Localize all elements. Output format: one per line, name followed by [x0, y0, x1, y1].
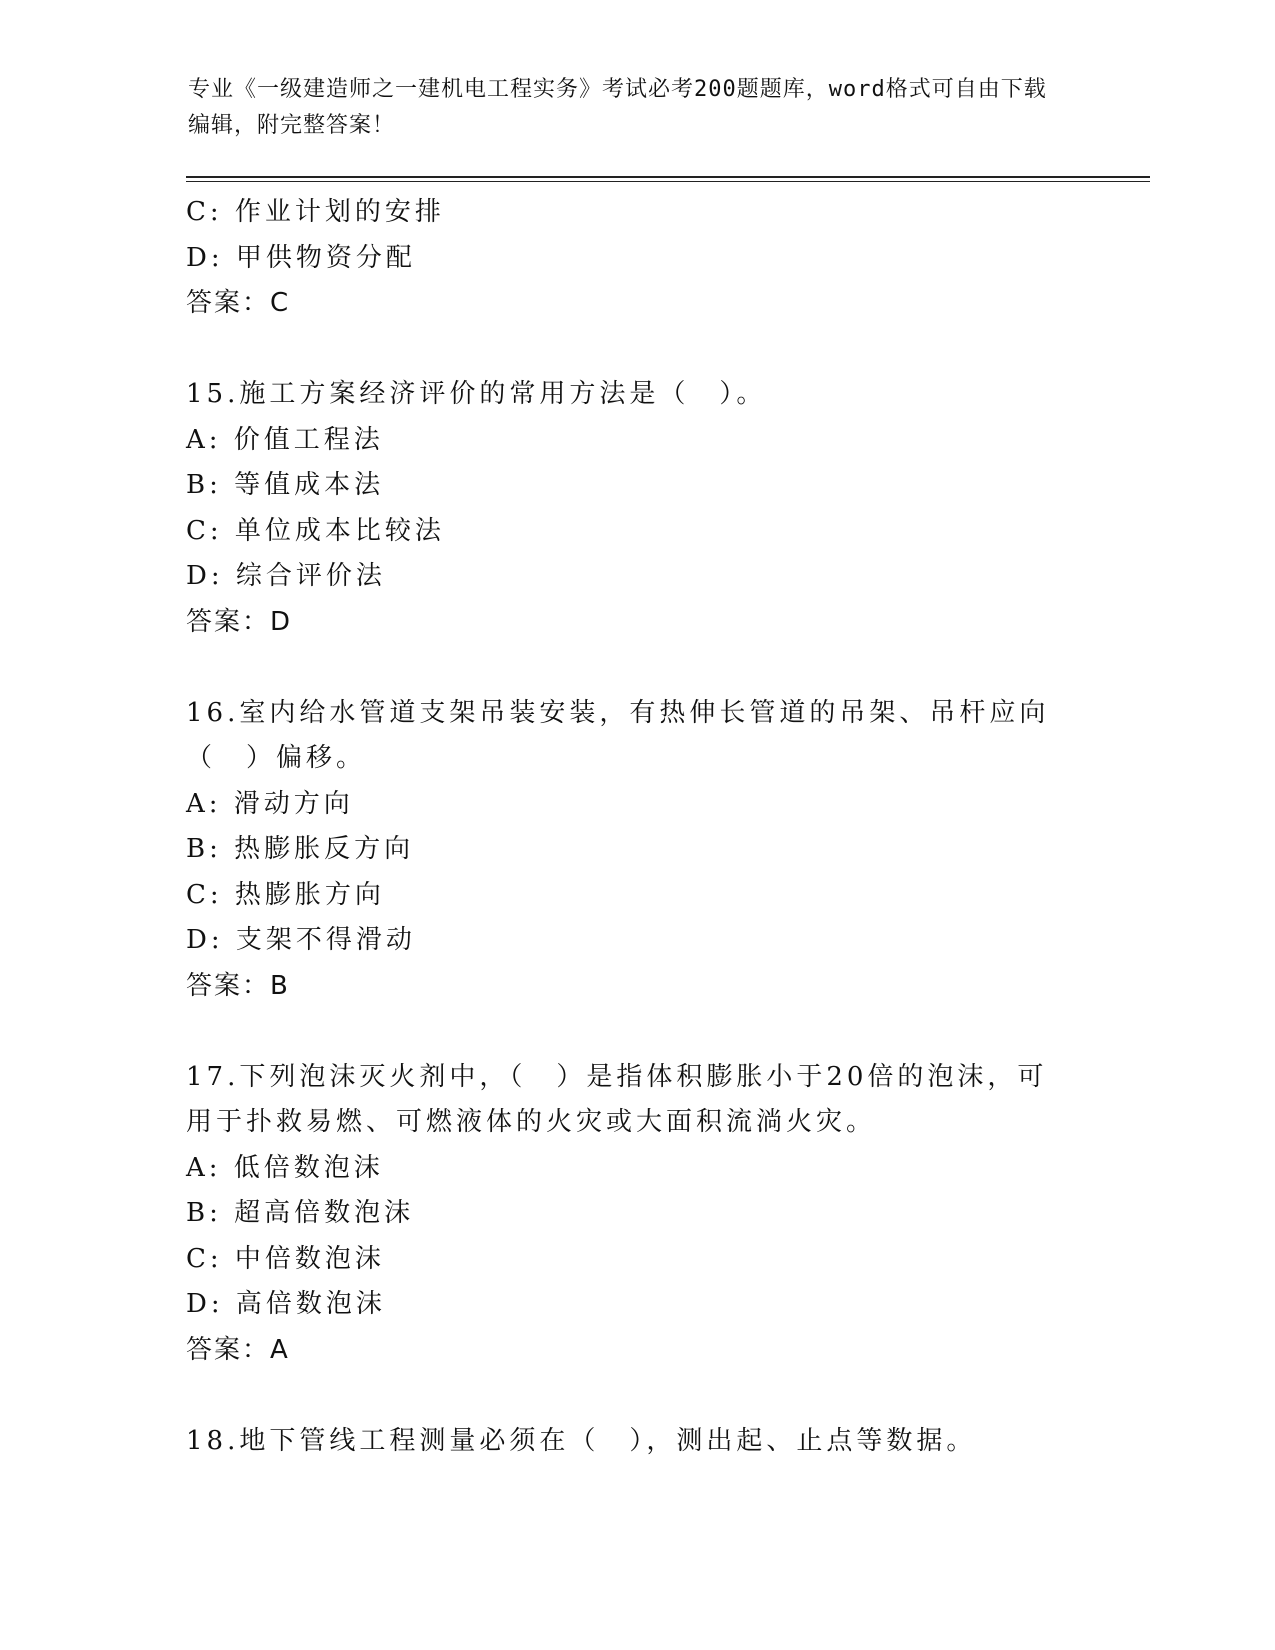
question-15	[186, 372, 1066, 645]
answer-line: 答案：A	[186, 1334, 290, 1365]
question-18	[186, 1419, 1066, 1465]
option-a: A: 低倍数泡沫	[186, 1152, 384, 1183]
option-c: C: 热膨胀方向	[186, 879, 385, 910]
answer-line: 答案：D	[186, 606, 293, 637]
option-d: D: 甲供物资分配	[186, 242, 416, 273]
option-d: D: 高倍数泡沫	[186, 1289, 386, 1319]
option-b: B: 超高倍数泡沫	[186, 1198, 415, 1228]
question-17	[186, 1055, 1066, 1374]
question-16	[186, 691, 1066, 1010]
question-stem: 15.施工方案经济评价的常用方法是（ ）。	[186, 379, 767, 409]
spacer	[186, 1373, 1066, 1419]
spacer	[186, 1009, 1066, 1055]
document-header	[188, 72, 1068, 144]
header-divider-thick	[186, 176, 1150, 178]
option-b: B: 热膨胀反方向	[186, 834, 415, 864]
option-a: A: 滑动方向	[186, 788, 354, 819]
option-c: C: 单位成本比较法	[186, 515, 445, 546]
option-d: D: 支架不得滑动	[186, 925, 416, 955]
question-stem: 17.下列泡沫灭火剂中，（ ）是指体积膨胀小于20倍的泡沫，可用于扑救易燃、可燃液体的火灾或大面积流淌火灾。	[186, 1061, 1048, 1137]
option-a: A: 价值工程法	[186, 424, 384, 455]
option-c: C: 作业计划的安排	[186, 197, 445, 227]
header-divider-thin	[186, 181, 1150, 182]
answer-line: 答案：B	[186, 970, 290, 1001]
spacer	[186, 645, 1066, 691]
answer-line: 答案：C	[186, 288, 291, 318]
option-b: B: 等值成本法	[186, 470, 385, 500]
option-d: D: 综合评价法	[186, 561, 386, 591]
header-title: 专业《一级建造师之一建机电工程实务》考试必考200题题库，word格式可自由下载编辑，附完整答案！	[188, 77, 1047, 138]
question-list	[186, 190, 1066, 1464]
spacer	[186, 327, 1066, 373]
option-c: C: 中倍数泡沫	[186, 1243, 385, 1274]
question-stem: 18.地下管线工程测量必须在（ ），测出起、止点等数据。	[186, 1425, 977, 1456]
question-stem: 16.室内给水管道支架吊装安装，有热伸长管道的吊架、吊杆应向（ ）偏移。	[186, 697, 1050, 773]
